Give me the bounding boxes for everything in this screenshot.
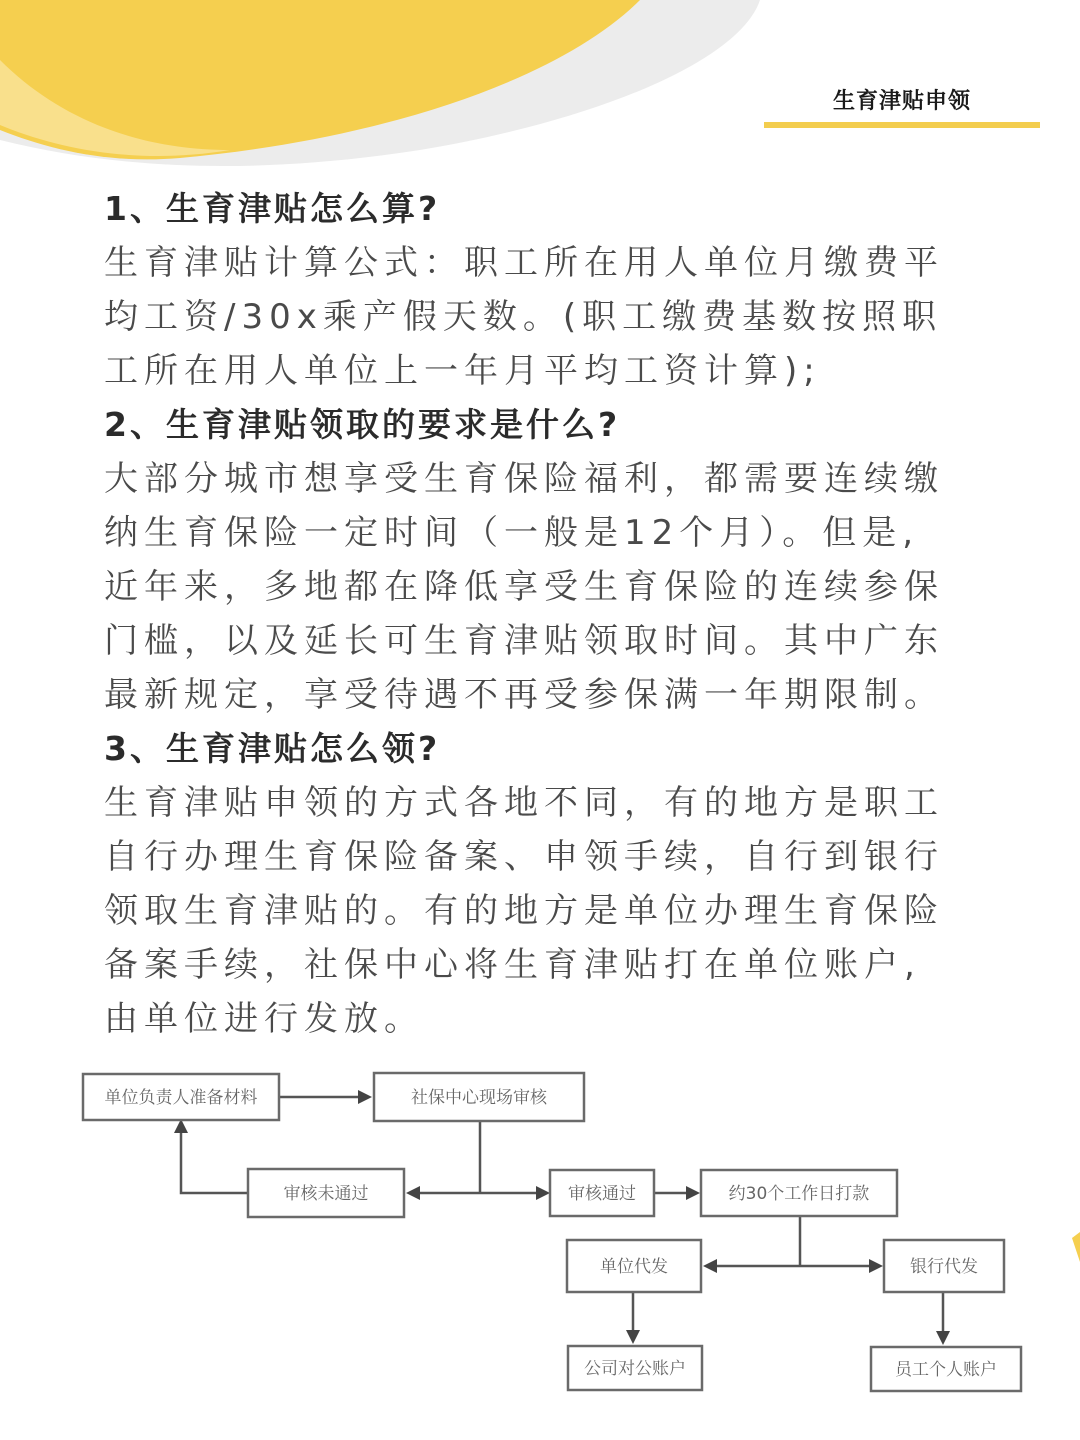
paragraph-line: 工所在用人单位上一年月平均工资计算); bbox=[104, 351, 821, 391]
node-prepare-materials bbox=[83, 1074, 279, 1120]
node-label: 单位负责人准备材料 bbox=[104, 1088, 258, 1108]
node-label: 审核通过 bbox=[568, 1184, 636, 1204]
arrowhead-to-unit-issue bbox=[703, 1259, 717, 1273]
paragraph-line: 均工资/30x乘产假天数。(职工缴费基数按照职 bbox=[104, 297, 943, 337]
node-payment bbox=[701, 1170, 897, 1216]
node-personal-account bbox=[871, 1347, 1021, 1391]
paragraph-line: 最新规定，享受待遇不再受参保满一年期限制。 bbox=[104, 675, 944, 715]
node-bank-issue bbox=[884, 1240, 1004, 1292]
node-review-rejected bbox=[248, 1169, 404, 1217]
arrowhead-to-bank-issue bbox=[869, 1259, 883, 1273]
node-label: 员工个人账户 bbox=[895, 1360, 997, 1380]
header-title: 生育津贴申领 bbox=[832, 89, 971, 114]
arrowhead-to-payment bbox=[686, 1186, 700, 1200]
paragraph-line: 生育津贴申领的方式各地不同，有的地方是职工 bbox=[104, 783, 944, 823]
arrowhead-to-company-account bbox=[626, 1330, 640, 1344]
paragraph-line: 近年来，多地都在降低享受生育保险的连续参保 bbox=[104, 567, 944, 607]
paragraph-line: 生育津贴计算公式：职工所在用人单位月缴费平 bbox=[104, 243, 944, 283]
section-heading: 1、生育津贴怎么算? bbox=[104, 189, 441, 228]
node-onsite-review bbox=[374, 1073, 584, 1121]
paragraph-line: 备案手续，社保中心将生育津贴打在单位账户, bbox=[104, 945, 921, 985]
section-heading: 2、生育津贴领取的要求是什么? bbox=[104, 405, 621, 444]
paragraph-line: 大部分城市想享受生育保险福利，都需要连续缴 bbox=[104, 459, 944, 499]
paragraph-line: 自行办理生育保险备案、申领手续，自行到银行 bbox=[104, 837, 944, 877]
node-label: 单位代发 bbox=[600, 1257, 668, 1277]
arrowhead-to-approved bbox=[536, 1186, 550, 1200]
arrowhead-to-rejected bbox=[406, 1186, 420, 1200]
arrowhead-to-review bbox=[358, 1090, 372, 1104]
arrowhead-to-personal-account bbox=[936, 1331, 950, 1345]
node-label: 审核未通过 bbox=[283, 1184, 369, 1204]
node-unit-issue bbox=[567, 1240, 701, 1292]
paragraph-line: 领取生育津贴的。有的地方是单位办理生育保险 bbox=[104, 891, 944, 931]
paragraph-line: 门槛，以及延长可生育津贴领取时间。其中广东 bbox=[104, 621, 944, 661]
paragraph-line: 由单位进行发放。 bbox=[104, 999, 424, 1039]
node-label: 公司对公账户 bbox=[584, 1359, 686, 1379]
section-heading: 3、生育津贴怎么领? bbox=[104, 729, 441, 768]
node-label: 约30个工作日打款 bbox=[728, 1184, 870, 1204]
node-label: 社保中心现场审核 bbox=[411, 1088, 547, 1108]
paragraph-line: 纳生育保险一定时间（一般是12个月）。但是, bbox=[104, 513, 920, 553]
node-label: 银行代发 bbox=[910, 1257, 978, 1277]
node-company-account bbox=[568, 1346, 702, 1390]
node-review-approved bbox=[550, 1170, 654, 1216]
connector-rejected-return bbox=[181, 1132, 248, 1193]
